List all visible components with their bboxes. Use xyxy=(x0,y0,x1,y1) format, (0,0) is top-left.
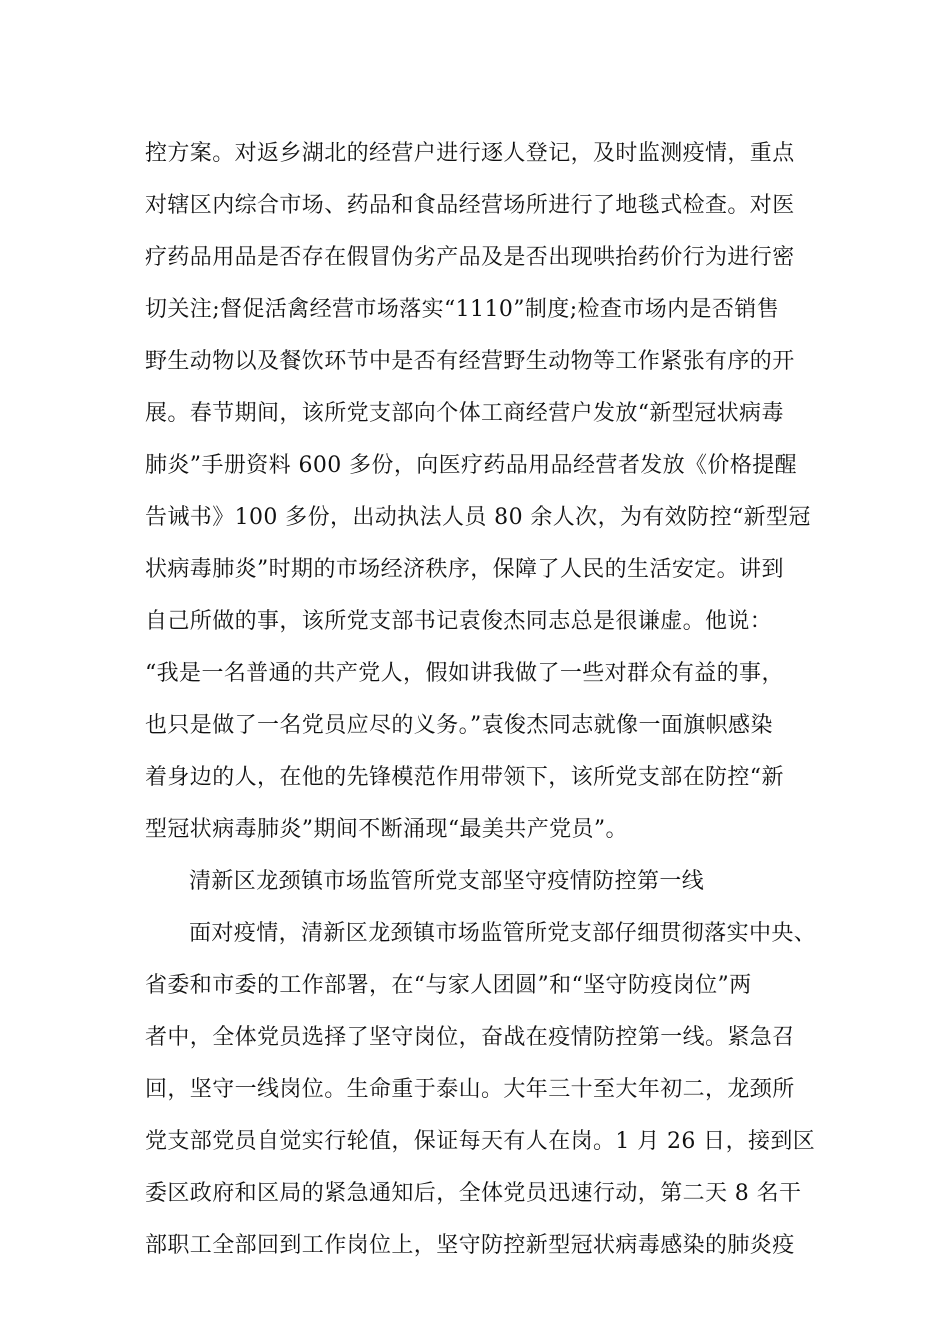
paragraph-line: 控方案。对返乡湖北的经营户进行逐人登记，及时监测疫情，重点 xyxy=(145,141,795,166)
paragraph-line: 疗药品用品是否存在假冒伪劣产品及是否出现哄抬药价行为进行密 xyxy=(145,245,795,270)
paragraph-line: 回，坚守一线岗位。生命重于泰山。大年三十至大年初二，龙颈所 xyxy=(145,1077,795,1102)
paragraph-line: 型冠状病毒肺炎”期间不断涌现“最美共产党员”。 xyxy=(145,817,628,842)
paragraph-line: “我是一名普通的共产党人，假如讲我做了一些对群众有益的事， xyxy=(145,661,784,686)
paragraph-line: 省委和市委的工作部署，在“与家人团圆”和“坚守防疫岗位”两 xyxy=(145,973,752,998)
paragraph-line: 党支部党员自觉实行轮值，保证每天有人在岗。1 月 26 日，接到区 xyxy=(145,1129,816,1154)
document-body xyxy=(145,128,835,1272)
paragraph-line: 面对疫情，清新区龙颈镇市场监管所党支部仔细贯彻落实中央、 xyxy=(189,921,817,946)
paragraph-line: 着身边的人，在他的先锋模范作用带领下，该所党支部在防控“新 xyxy=(145,765,784,790)
paragraph-line: 肺炎”手册资料 600 多份，向医疗药品用品经营者发放《价格提醒 xyxy=(145,453,798,478)
section-heading: 清新区龙颈镇市场监管所党支部坚守疫情防控第一线 xyxy=(189,869,705,894)
paragraph-line: 委区政府和区局的紧急通知后，全体党员迅速行动，第二天 8 名干 xyxy=(145,1181,802,1206)
paragraph-line: 者中，全体党员选择了坚守岗位，奋战在疫情防控第一线。紧急召 xyxy=(145,1025,795,1050)
paragraph-line: 野生动物以及餐饮环节中是否有经营野生动物等工作紧张有序的开 xyxy=(145,349,795,374)
paragraph-line: 对辖区内综合市场、药品和食品经营场所进行了地毯式检查。对医 xyxy=(145,193,795,218)
paragraph-line: 告诫书》100 多份，出动执法人员 80 余人次，为有效防控“新型冠 xyxy=(145,505,811,530)
paragraph-line: 切关注;督促活禽经营市场落实“1110”制度;检查市场内是否销售 xyxy=(145,297,780,322)
paragraph-line: 自己所做的事，该所党支部书记袁俊杰同志总是很谦虚。他说： xyxy=(145,609,773,634)
paragraph-line: 也只是做了一名党员应尽的义务。”袁俊杰同志就像一面旗帜感染 xyxy=(145,713,773,738)
paragraph-line: 部职工全部回到工作岗位上，坚守防控新型冠状病毒感染的肺炎疫 xyxy=(145,1233,795,1258)
paragraph-line: 状病毒肺炎”时期的市场经济秩序，保障了人民的生活安定。讲到 xyxy=(145,557,784,582)
paragraph-line: 展。春节期间，该所党支部向个体工商经营户发放“新型冠状病毒 xyxy=(145,401,784,426)
